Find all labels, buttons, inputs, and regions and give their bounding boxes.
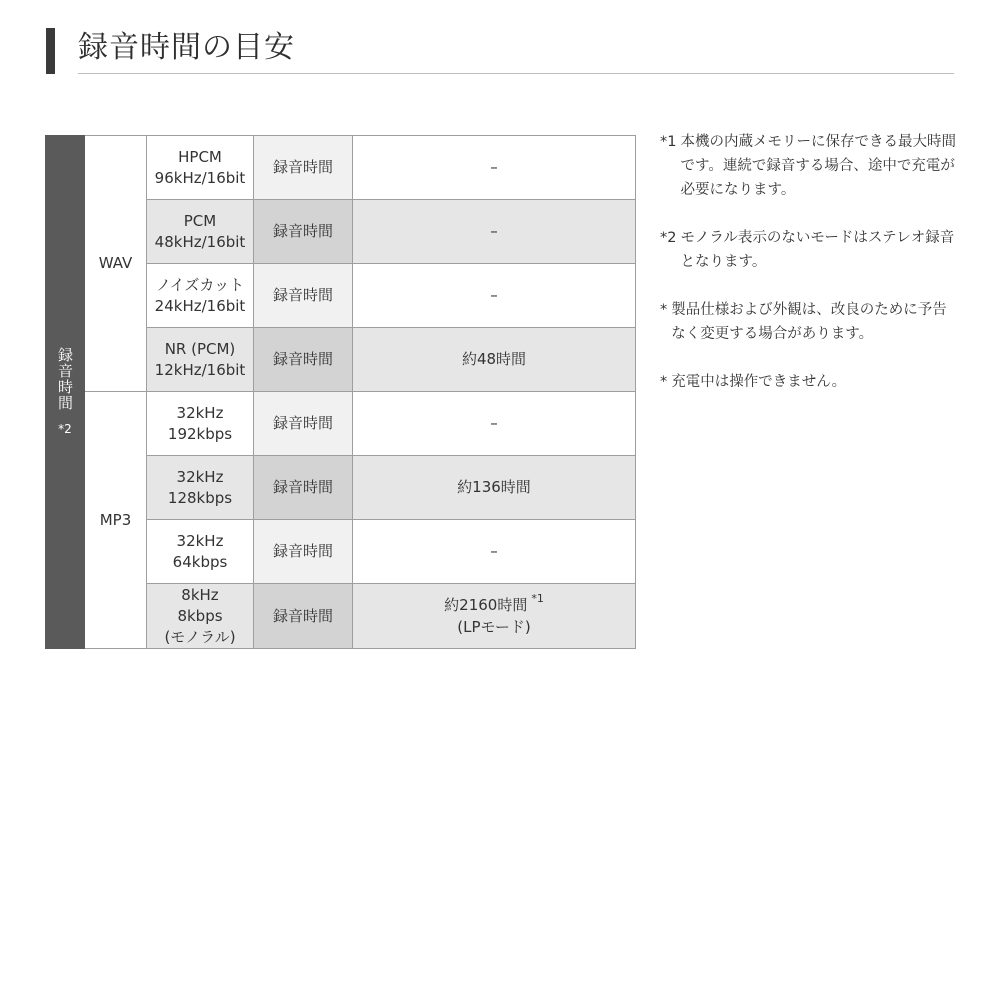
mode-channel: (モノラル) [164,627,236,646]
footnote-item [660,370,960,394]
label-cell: 録音時間 [254,392,353,456]
label-cell: 録音時間 [254,136,353,200]
mode-cell [147,136,254,200]
footnote-item [660,298,960,346]
mode-cell [147,584,254,649]
value-cell: – [353,200,636,264]
label-cell: 録音時間 [254,456,353,520]
mode-spec: 24kHz/16bit [154,296,246,315]
title-divider [78,73,954,74]
footnote-text: モノラル表示のないモードはステレオ録音となります。 [680,230,955,270]
mode-name: 32kHz [176,403,224,422]
footnote-mark: *1 [660,134,677,150]
mode-cell [147,328,254,392]
value-cell [353,584,636,649]
format-cell-wav: WAV [85,136,147,392]
value-cell: – [353,520,636,584]
mode-cell [147,456,254,520]
mode-spec: 12kHz/16bit [154,360,246,379]
value-subtext: (LPモード) [457,617,531,636]
mode-cell [147,392,254,456]
footnotes [660,130,960,418]
footnote-mark: * [660,302,668,318]
recording-time-table [45,135,636,649]
mode-name: ノイズカット [155,275,245,294]
footnote-mark: *2 [660,230,677,246]
label-cell: 録音時間 [254,584,353,649]
label-cell: 録音時間 [254,200,353,264]
title-accent-bar [46,28,55,74]
footnote-item [660,130,960,202]
mode-spec: 48kHz/16bit [154,232,246,251]
value-cell: – [353,392,636,456]
label-cell: 録音時間 [254,328,353,392]
side-header-label: 録音時間 [56,347,74,411]
page-title: 録音時間の目安 [78,30,295,65]
value-footnote-mark: *1 [531,591,544,605]
value-cell: – [353,136,636,200]
mode-cell [147,520,254,584]
value-line [353,591,635,617]
mode-name: NR (PCM) [164,339,236,358]
mode-name: 32kHz [176,531,224,550]
footnote-text: 製品仕様および外観は、改良のために予告なく変更する場合があります。 [671,302,947,342]
mode-spec: 192kbps [167,424,233,443]
side-header-cell [46,136,85,649]
mode-cell [147,264,254,328]
value-cell: 約136時間 [353,456,636,520]
value-cell: – [353,264,636,328]
side-header-footnote-mark: *2 [58,422,72,436]
mode-spec: 128kbps [167,488,233,507]
footnote-mark: * [660,374,668,390]
label-cell: 録音時間 [254,520,353,584]
mode-name: 32kHz [176,467,224,486]
value-cell: 約48時間 [353,328,636,392]
mode-spec: 96kHz/16bit [154,168,246,187]
table-row [46,392,636,456]
table-row [46,136,636,200]
footnote-item [660,226,960,274]
mode-cell [147,200,254,264]
value-text: 約2160時間 [444,595,528,614]
format-cell-mp3: MP3 [85,392,147,649]
footnote-text: 本機の内蔵メモリーに保存できる最大時間です。連続で録音する場合、途中で充電が必要になります。 [680,134,956,198]
mode-spec: 64kbps [172,552,228,571]
mode-name: 8kHz [181,585,219,604]
label-cell: 録音時間 [254,264,353,328]
footnote-text: 充電中は操作できません。 [671,374,847,390]
mode-name: HPCM [178,147,222,166]
mode-spec: 8kbps [177,606,223,625]
mode-name: PCM [183,211,217,230]
